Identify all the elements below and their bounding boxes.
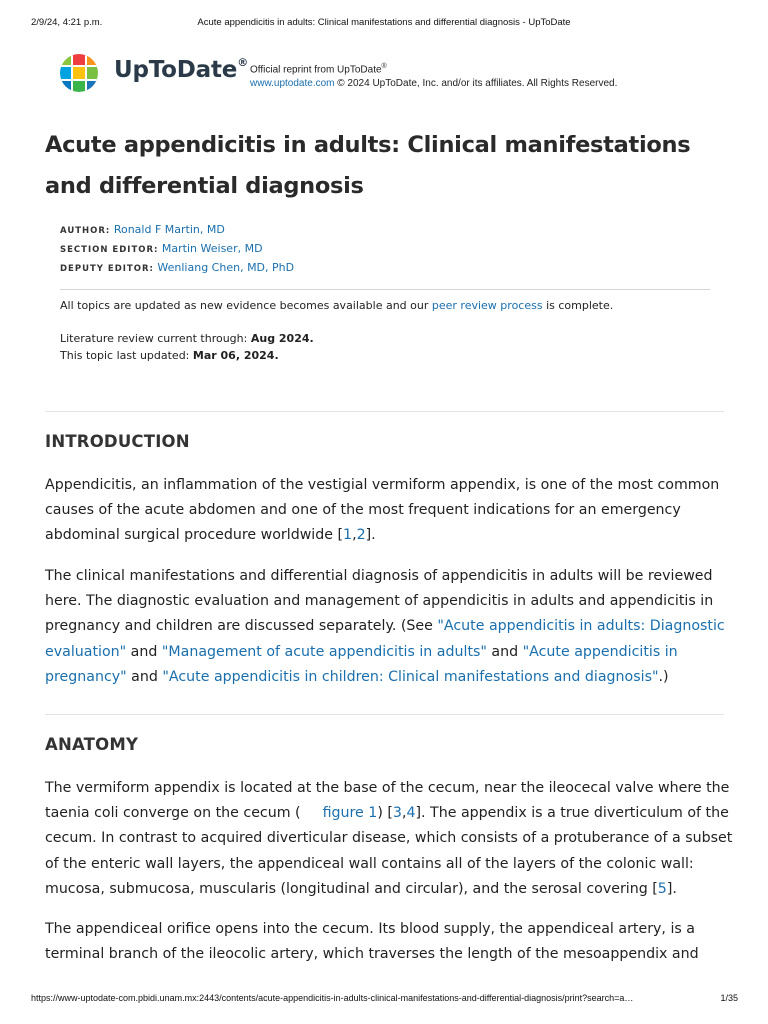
lit-review-label: Literature review current through: <box>60 332 251 345</box>
uptodate-logo-icon <box>58 52 100 94</box>
reprint-registered-mark: ® <box>381 63 387 70</box>
review-dates <box>60 330 314 364</box>
anatomy-paragraph-2: The appendiceal orifice opens into the cecum. Its blood supply, the appendiceal artery, is a terminal branch of the ileocolic artery, which traverses the length of the mesoappendix and <box>45 921 699 963</box>
topic-link-children[interactable]: "Acute appendicitis in children: Clinical manifestations and diagnosis" <box>162 668 659 685</box>
reference-link[interactable]: 5 <box>657 880 667 897</box>
print-document-title: Acute appendicitis in adults: Clinical manifestations and differential diagnosis - UpToDate <box>197 17 571 28</box>
reprint-line: Official reprint from UpToDate <box>250 64 382 76</box>
anatomy-p1-text-2: ]. The appendix is a true diverticulum of the cecum. In contrast to acquired diverticular disease, which consists of a protuberance of a subset of the enteric wall layers, the appendiceal wall contains all of the layers of the colonic wall: mucosa, submucosa, muscularis (longitudinal and circular), and the serosal covering [ <box>45 805 733 897</box>
last-updated-value: Mar 06, 2024. <box>192 349 279 362</box>
introduction-paragraph-1 <box>45 473 735 549</box>
conjunction: and <box>486 643 523 660</box>
intro-p2-text: The clinical manifestations and differential diagnosis of appendicitis in adults will be reviewed here. The diagnostic evaluation and management of appendicitis in adults and appendicitis in pregnancy and children are discussed separately. (See <box>45 568 714 635</box>
section-divider <box>45 411 724 412</box>
print-url: https://www-uptodate-com.pbidi.unam.mx:2443/contents/acute-appendicitis-in-adults-clinical-manifestations-and-differential-diagnosis/print?search=a… <box>31 993 634 1003</box>
anatomy-heading: ANATOMY <box>45 735 139 754</box>
uptodate-wordmark <box>114 57 248 83</box>
page-number: 1/35 <box>720 993 738 1003</box>
conjunction: and <box>126 643 162 660</box>
topic-link-management[interactable]: "Management of acute appendicitis in adults" <box>161 643 487 660</box>
ref-separator: , <box>352 527 357 544</box>
print-date: 2/9/24, 4:21 p.m. <box>31 17 103 28</box>
last-updated-label: This topic last updated: <box>60 349 193 362</box>
credit-label: DEPUTY EDITOR: <box>60 264 154 274</box>
intro-p1-end: ]. <box>365 527 376 544</box>
figure-1-link[interactable]: figure 1 <box>322 805 378 822</box>
deputy-editor-link[interactable]: Wenliang Chen, MD, PhD <box>157 261 295 274</box>
anatomy-p1-text: The vermiform appendix is located at the base of the cecum, near the ileocecal valve where the taenia coli converge on the cecum ( <box>45 780 730 822</box>
reference-link[interactable]: 4 <box>406 805 416 822</box>
anatomy-p1-end: ]. <box>666 880 677 897</box>
introduction-paragraph-2 <box>45 564 735 690</box>
update-note <box>60 297 613 314</box>
last-updated-line <box>60 347 314 364</box>
lit-review-value: Aug 2024. <box>250 332 314 345</box>
credit-deputy-editor <box>60 259 294 278</box>
topic-link-diagnostic-evaluation[interactable]: "Acute appendicitis in adults: Diagnostic evaluation" <box>45 618 725 660</box>
ref-separator: , <box>401 805 407 822</box>
section-editor-link[interactable]: Martin Weiser, MD <box>161 242 263 255</box>
reprint-notice <box>250 60 617 91</box>
figure-icon <box>307 808 319 818</box>
credit-label: AUTHOR: <box>60 226 111 236</box>
conjunction: and <box>126 668 163 685</box>
credit-author <box>60 221 294 240</box>
brand-name: UpToDate <box>114 57 238 83</box>
author-link[interactable]: Ronald F Martin, MD <box>113 223 225 236</box>
anatomy-p1-mid: ) [ <box>377 805 393 822</box>
uptodate-site-link[interactable]: www.uptodate.com <box>250 78 335 90</box>
copyright-text: © 2024 UpToDate, Inc. and/or its affiliates. All Rights Reserved. <box>334 78 618 90</box>
credit-label: SECTION EDITOR: <box>60 245 159 255</box>
introduction-heading: INTRODUCTION <box>45 432 190 451</box>
topic-link-pregnancy[interactable]: "Acute appendicitis in pregnancy" <box>45 643 678 685</box>
credits-divider <box>60 289 710 290</box>
peer-review-link[interactable]: peer review process <box>431 299 543 312</box>
literature-review-line <box>60 330 314 347</box>
brand-registered-mark: ® <box>237 56 248 70</box>
intro-p1-text: Appendicitis, an inflammation of the vestigial vermiform appendix, is one of the most common causes of the acute abdomen and one of the most frequent indications for an emergency abdominal surgical procedure worldwide [ <box>45 477 720 544</box>
credit-section-editor <box>60 240 294 259</box>
anatomy-paragraph-1 <box>45 776 735 902</box>
article-title: Acute appendicitis in adults: Clinical manifestations and differential diagnosis <box>45 132 691 199</box>
update-note-end: is complete. <box>542 299 614 312</box>
reference-link[interactable]: 3 <box>392 805 402 822</box>
article-credits <box>60 221 294 278</box>
section-divider <box>45 714 724 715</box>
update-note-text: All topics are updated as new evidence becomes available and our <box>60 299 432 312</box>
intro-p2-end: .) <box>658 668 669 685</box>
reference-link[interactable]: 2 <box>356 527 366 544</box>
reference-link[interactable]: 1 <box>343 527 353 544</box>
